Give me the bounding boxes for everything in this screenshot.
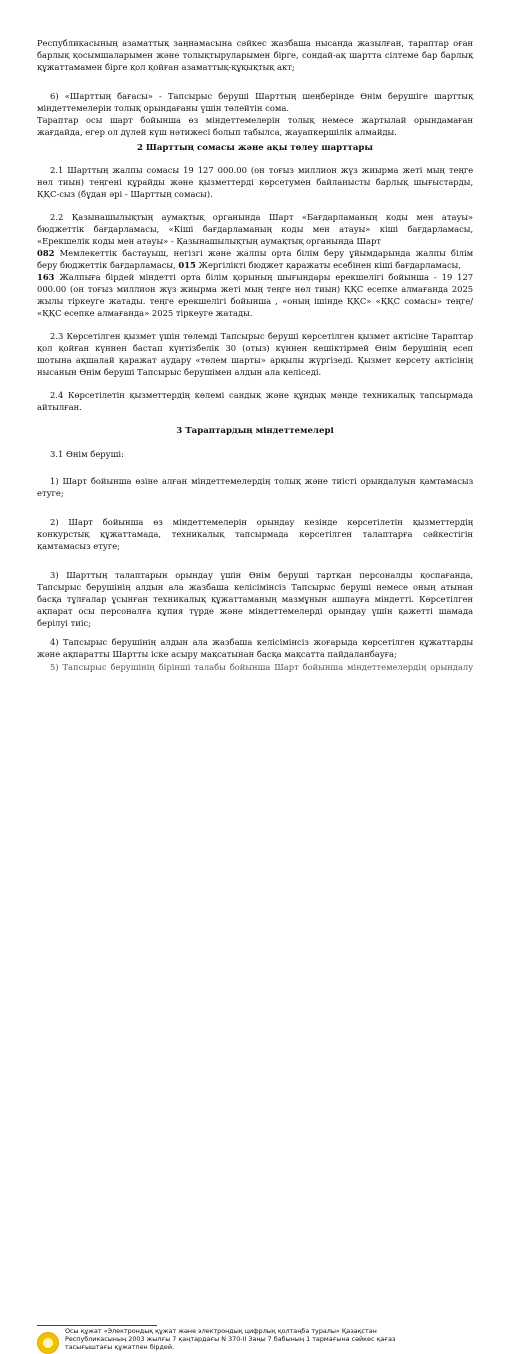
footer-line: тасығыштағы құжатпен бірдей. xyxy=(65,1343,175,1351)
text-line: 2.3 Көрсетілген қызмет үшін төлемді Тапсырыс беруші көрсетілген қызмет актісіне Тараптар xyxy=(50,331,474,341)
footer-line: Осы құжат «Электрондық құжат және электрондық цифрлық қолтаңба туралы» Қазақстан xyxy=(65,1327,377,1335)
text-line: 6) «Шарттың бағасы» - Тапсырыс беруші Шарттың шеңберінде Өнім берушіге шарттық xyxy=(50,91,474,101)
text-line: 4) Тапсырыс берушінің алдын ала жазбаша келісімінсіз жоғарыда көрсетілген құжаттарды xyxy=(50,637,474,647)
text-line: «ҚҚС есепке алмағанда» 2025 тіркеуге жатады. xyxy=(37,308,253,318)
text-line: 3) Шарттың талаптарын орындау үшін Өнім беруші тартқан персоналды қоспағанда, xyxy=(50,570,474,580)
text-line: барлық қосымшаларымен және толықтыруларымен бірге, сондай-ақ шартта сілтеме бар барлық xyxy=(37,50,474,60)
text-line: жылы тіркеуге жатады. теңге ерекшелігі бойынша , «оның ішінде ҚҚС» «ҚҚС сомасы» теңге/ xyxy=(37,296,474,306)
page-footer xyxy=(0,660,510,1351)
text-line: ҚҚС-сыз (бұдан әрі - Шарттың сомасы). xyxy=(37,189,213,199)
text-line: 2.1 Шарттың жалпы сомасы 19 127 000.00 (он тоғыз миллион жүз жиырма жеті мың теңге xyxy=(50,165,474,175)
text-line: жағдайда, егер ол дүлей күш нәтижесі болып табылса, жауапкершілік алмайды. xyxy=(37,127,397,137)
text-line: 2) Шарт бойынша өз міндеттемелерін орындау кезінде көрсетілетін қызметтердің xyxy=(50,517,474,527)
text-line: 1) Шарт бойынша өзіне алған міндеттемелердің толық және тиісті орындалуын қамтамасыз xyxy=(50,476,474,486)
text-line: Тапсырыс берушінің алдын ала жазбаша келісімінсіз Тапсырыс беруші немесе оның атынан xyxy=(37,582,474,592)
text-line: міндеттемелерін толық орындағаны үшін төлейтін сома. xyxy=(37,103,290,113)
specifics-code: 163 xyxy=(37,272,55,282)
text-line: 163 Жалпыға бірдей міндетті орта білім қорының шығындары ерекшелігі бойынша - 19 127 xyxy=(37,272,474,282)
text-line: нөл тиын) теңгені құрайды және қызметтерді көрсетумен байланысты барлық шығыстарды, xyxy=(37,177,474,187)
text-line: берілуі тиіс; xyxy=(37,618,92,628)
text-line: қол қойған күннен бастап күнтізбелік 30 (отыз) күннен кешіктірмей Өнім берушінің есеп xyxy=(37,343,474,353)
budget-code: 082 xyxy=(37,248,55,258)
text-line: 3.1 Өнім беруші: xyxy=(50,449,124,459)
text-line: нысанын Өнім беруші Тапсырыс берушімен алдын ала келіседі. xyxy=(37,367,322,377)
text-line: «Ерекшелік коды мен атауы» - Қазынашылықтың аумақтық органында Шарт xyxy=(37,236,382,246)
egov-seal-icon xyxy=(37,1332,59,1354)
text-line: қамтамасыз етуге; xyxy=(37,541,120,551)
text-line: бюджеттік бағдарламасы, «Кіші бағдарламаның коды мен атауы» кіші бағдарламасы, xyxy=(37,224,474,234)
text-line: 5) Тапсырыс берушінің бірінші талабы бойынша Шарт бойынша міндеттемелердің орындалу xyxy=(50,662,474,672)
text-line: 2.2 Қазынашылықтың аумақтық органында Шарт «Бағдарламаның коды мен атауы» xyxy=(50,212,474,222)
text-line: 2.4 Көрсетілетін қызметтердің көлемі сандық және құндық мәнде техникалық тапсырмада xyxy=(50,390,474,400)
text-line: 000.00 (он тоғыз миллион жүз жиырма жеті мың теңге нөл тиын) ҚҚС есепке алмағанда 2025 xyxy=(37,284,474,294)
section-heading-2: 2 Шарттың сомасы және ақы төлеу шарттары xyxy=(136,143,374,153)
subprogram-code: 015 xyxy=(178,260,196,270)
text-line: етуге; xyxy=(37,488,64,498)
text-line: және ақпаратты Шартты іске асыру мақсатынан басқа мақсатта пайдаланбауға; xyxy=(37,649,397,659)
text-line: шотына ақшалай қаражат аудару «төлем шарты» арқылы жүргізеді. Қызмет көрсету актісінің xyxy=(37,355,474,365)
text-line: құжаттамамен бірге қол қойған азаматтық-құқықтық акт; xyxy=(37,62,295,72)
text-line: конкурстық құжаттамада, техникалық тапсырмада көрсетілген талаптарға сәйкестігін xyxy=(37,529,474,539)
text-line: ақпарат осы персоналға құпия түрде және міндеттемелерді орындау үшін қажетті шамада xyxy=(37,606,474,616)
footer-divider xyxy=(37,1325,157,1326)
text-line: 082 Мемлекеттік бастауыш, негізгі және жалпы орта білім беру ұйымдарында жалпы білім xyxy=(37,248,474,258)
text-line: Тараптар осы шарт бойынша өз міндеттемелерін толық немесе жартылай орындамаған xyxy=(37,115,474,125)
text-line: айтылған. xyxy=(37,402,82,412)
text-line: Республикасының азаматтық заңнамасына сәйкес жазбаша нысанда жазылған, тараптар оған xyxy=(37,38,474,48)
section-heading-3: 3 Тараптардың міндеттемелері xyxy=(176,426,334,436)
text-line: беру бюджеттік бағдарламасы, 015 Жергілікті бюджет қаражаты есебінен кіші бағдарламасы, xyxy=(37,260,461,270)
text-line: басқа тұлғалар ұсынған техникалық құжаттаманың мазмұнын ашпауға міндетті. Көрсетілген xyxy=(37,594,474,604)
footer-line: Республикасының 2003 жылғы 7 қаңтардағы N 370-II Заңы 7 бабының 1 тармағына сәйкес қағаз xyxy=(65,1335,396,1343)
